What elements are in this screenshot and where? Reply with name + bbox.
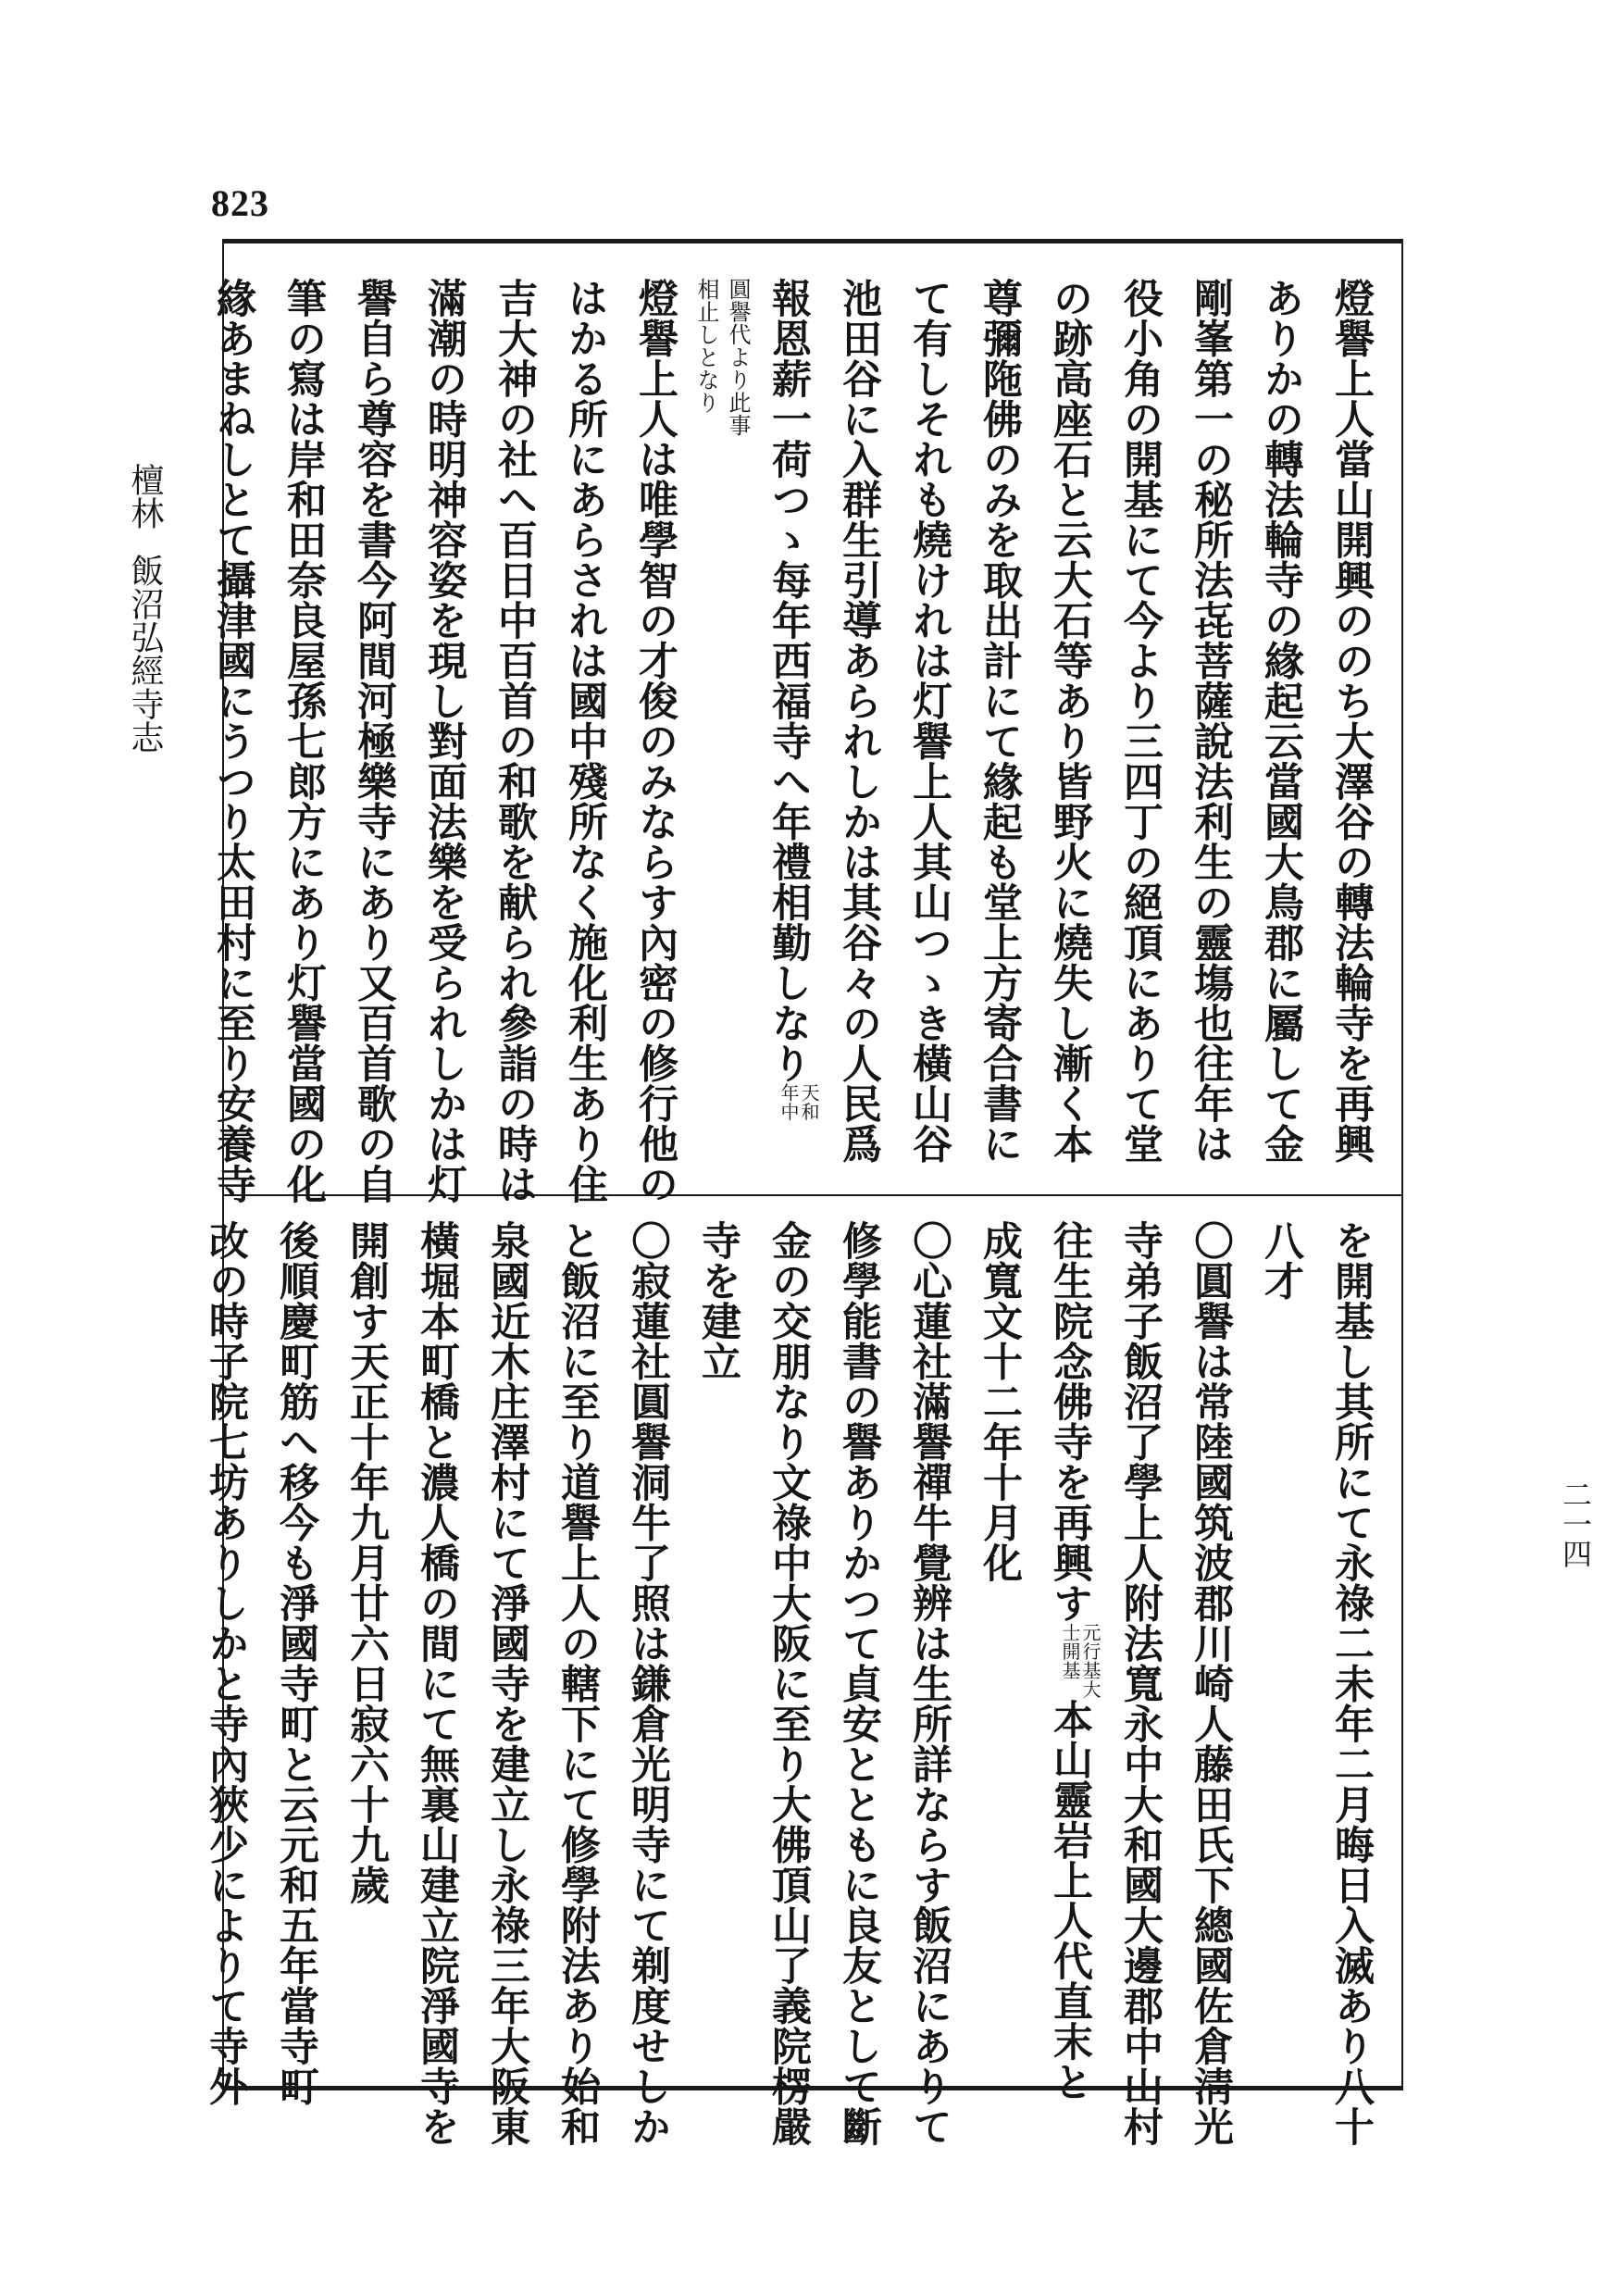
text-column: 滿潮の時明神容姿を現し對面法樂を受られしかは灯 <box>421 278 467 1204</box>
text-column: 尊彌陁佛のみを取出計にて緣起も堂上方寄合書に <box>977 278 1023 1164</box>
note-line: 元行基大 <box>1079 1623 1101 1699</box>
small-note-column: 圓譽代より此事 <box>725 278 751 437</box>
text-column <box>753 278 824 1168</box>
text-column: と飯沼に至り道譽上人の轄下にて修學附法あり始和 <box>554 1220 601 2147</box>
text-column: 修學能書の譽ありかつて貞安とともに良友として斷 <box>836 1220 882 2147</box>
small-note-column: 相止しとなり <box>693 278 719 414</box>
text-column: 吉大神の社へ百日中百首の和歌を献られ參詣の時は <box>492 278 538 1204</box>
text-column: 寺を建立 <box>695 1220 741 1381</box>
text-column: 泉國近木庄澤村にて淨國寺を建立し永祿三年大阪東 <box>484 1220 530 2147</box>
section-divider <box>222 1194 1403 1196</box>
text-column <box>1035 1220 1105 2102</box>
text-column: 後順慶町筋へ移今も淨國寺町と云元和五年當寺町 <box>273 1220 319 2106</box>
text-column: 池田谷に入群生引導あられしかは其谷々の人民爲 <box>836 278 882 1164</box>
lower-text-block <box>191 1220 1387 2147</box>
text-column: 寺弟子飯沼了學上人附法寬永中大和國大邊郡中山村 <box>1117 1220 1164 2147</box>
text-column: を開基し其所にて永祿二未年二月晦日入滅あり八十 <box>1328 1220 1375 2147</box>
text-column: ありかの轉法輪寺の緣起云當國大鳥郡に屬して金 <box>1258 278 1304 1164</box>
text-column: 成寬文十二年十月化 <box>977 1220 1023 1583</box>
upper-text-block <box>198 278 1387 1204</box>
text-column: 筆の寫は岸和田奈良屋孫七郎方にあり灯譽當國の化 <box>280 278 327 1204</box>
text-column: 八才 <box>1258 1220 1304 1301</box>
text-main: 往生院念佛寺を再興す <box>1047 1220 1093 1623</box>
text-column: 役小角の開基にて今より三四丁の絕頂にありて堂 <box>1117 278 1164 1164</box>
text-column: 〇圓譽は常陸國筑波郡川崎人藤田氏下總國佐倉淸光 <box>1188 1220 1234 2147</box>
text-column: はかる所にあらされは國中殘所なく施化利生あり住 <box>562 278 608 1204</box>
running-title-book: 飯沼弘經寺志 <box>126 554 164 754</box>
text-column: 金の交朋なり文祿中大阪に至り大佛頂山了義院楞嚴 <box>765 1220 812 2147</box>
interlinear-note <box>1060 1623 1101 1699</box>
text-column: 燈譽上人當山開興ののち大澤谷の轉法輪寺を再興 <box>1328 278 1375 1164</box>
text-column: の跡高座石と云大石等あり皆野火に燒失し漸く本 <box>1047 278 1093 1164</box>
text-column: 剛峯第一の秘所法㐂菩薩說法利生の靈塲也往年は <box>1188 278 1234 1164</box>
note-line: 年中 <box>778 1083 800 1121</box>
page-number: 823 <box>211 182 269 224</box>
interlinear-note <box>778 1083 819 1121</box>
note-line: 士開基 <box>1059 1623 1081 1680</box>
running-title-collection: 檀林 <box>126 463 164 530</box>
folio-number: 二一四 <box>1558 1479 1593 1568</box>
note-line: 天和 <box>798 1083 820 1121</box>
running-title <box>126 463 164 754</box>
text-column: 緣あまねしとて攝津國にうつり太田村に至り安養寺 <box>210 278 256 1204</box>
text-column: 譽自ら尊容を書今阿間河極樂寺にあり又百首歌の自 <box>351 278 397 1204</box>
text-main: 本山靈岩上人代直末と <box>1047 1699 1093 2102</box>
text-column: 〇寂蓮社圓譽洞牛了照は鎌倉光明寺にて剃度せしか <box>625 1220 671 2147</box>
text-column: 橫堀本町橋と濃人橋の間にて無裏山建立院淨國寺を <box>414 1220 460 2147</box>
text-column: 開創す天正十年九月廿六日寂六十九歲 <box>343 1220 390 1905</box>
text-main: 報恩薪一荷つゝ每年西福寺へ年禮相勤しなり <box>765 278 812 1083</box>
text-column: 燈譽上人は唯學智の才俊のみならす內密の修行他の <box>632 278 678 1204</box>
text-column: 改の時子院七坊ありしかと寺內狹少によりて寺外 <box>203 1220 249 2106</box>
text-column: て有しそれも燒けれは灯譽上人其山つゝき橫山谷 <box>906 278 952 1164</box>
text-column: 〇心蓮社滿譽禪牛覺辨は生所詳ならす飯沼にありて <box>906 1220 952 2147</box>
